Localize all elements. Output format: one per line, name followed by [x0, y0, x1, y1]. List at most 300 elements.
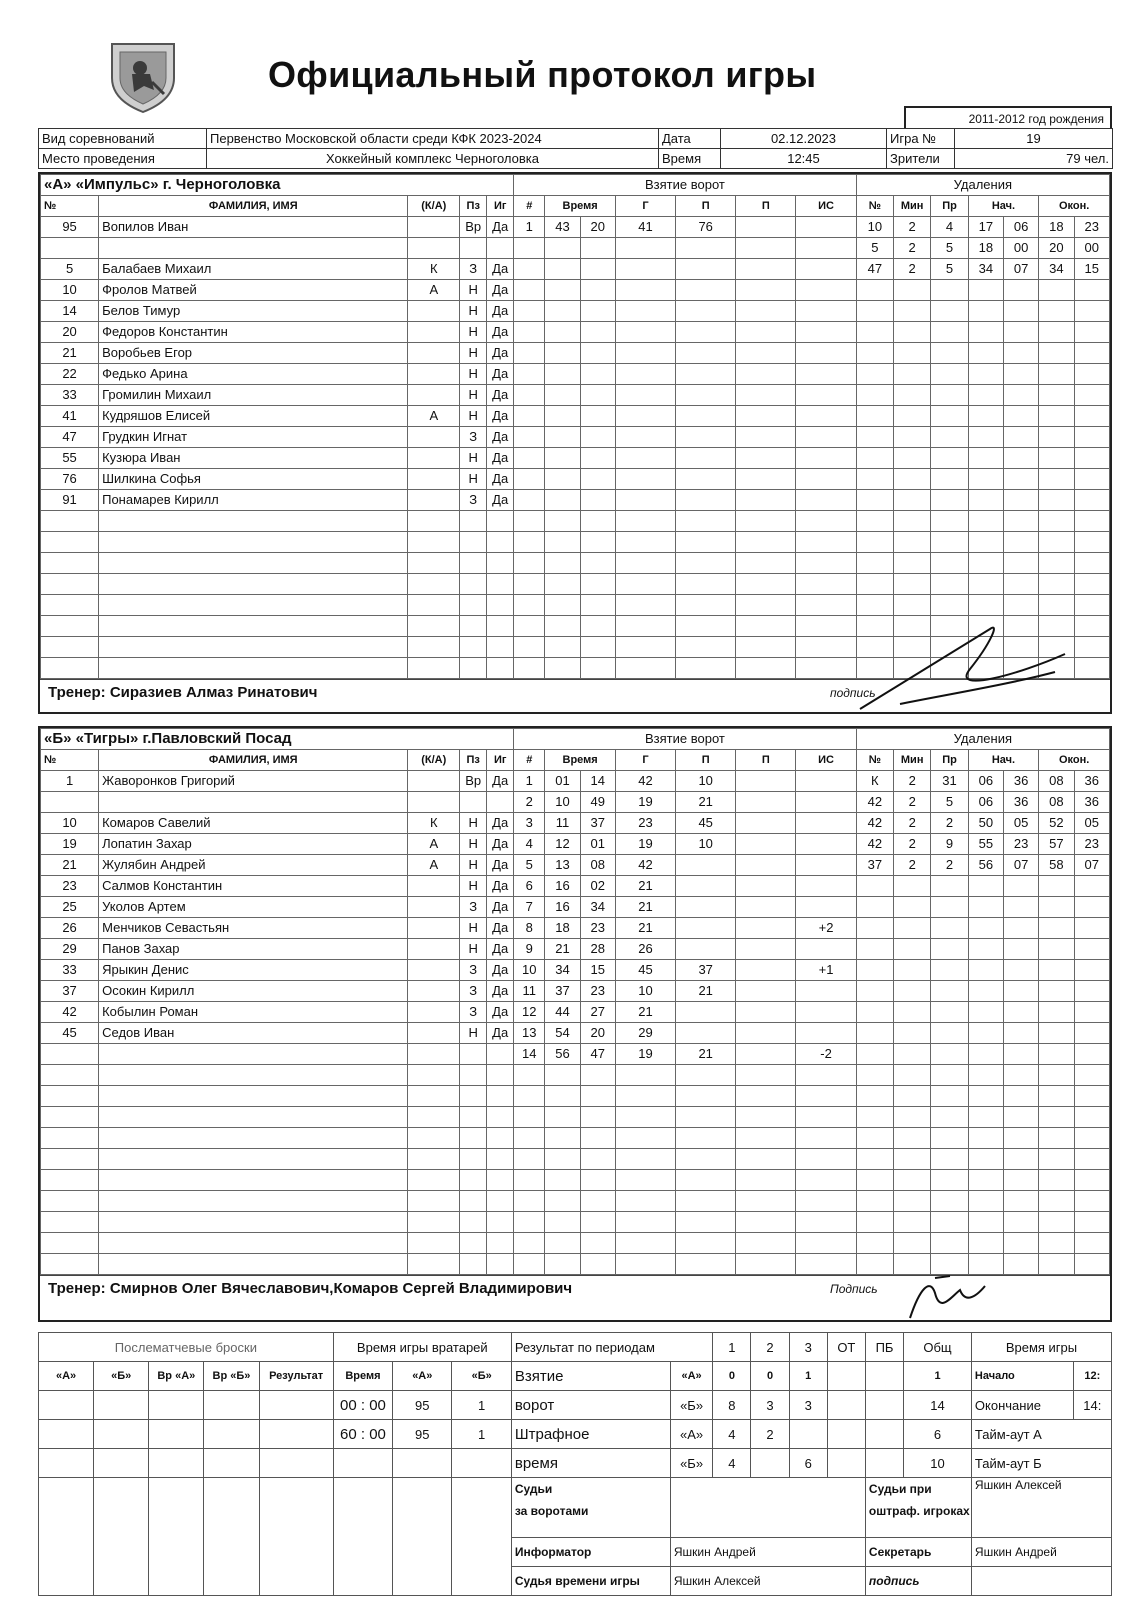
goal-scorer — [615, 469, 675, 490]
penalty-number — [856, 897, 893, 918]
goal-minute: 56 — [545, 1044, 580, 1065]
penalty-start-sec — [1003, 1107, 1038, 1128]
penalty-end-sec — [1074, 1149, 1109, 1170]
goal-scorer — [615, 1065, 675, 1086]
goal-scorer: 21 — [615, 1002, 675, 1023]
penalty-minutes — [894, 406, 931, 427]
hockey-federation-logo — [104, 38, 182, 114]
penalty-number — [856, 1254, 893, 1275]
goal-minute: 34 — [545, 960, 580, 981]
player-played — [487, 511, 514, 532]
goal-scorer — [615, 637, 675, 658]
penalty-minutes — [894, 1023, 931, 1044]
goal-scorer — [615, 427, 675, 448]
goal-strength — [796, 1023, 856, 1044]
penalty-reason — [931, 532, 968, 553]
player-number — [41, 1149, 99, 1170]
penalty-number — [856, 427, 893, 448]
penalty-end-sec — [1074, 364, 1109, 385]
col-assist-1: П — [676, 750, 736, 771]
goal-second — [580, 1065, 615, 1086]
goal-second — [580, 1128, 615, 1149]
player-number: 10 — [41, 813, 99, 834]
penalty-start-sec — [1003, 939, 1038, 960]
penalty-minutes — [894, 553, 931, 574]
penalty-minutes — [894, 385, 931, 406]
gk-row-1-time: 00 : 00 — [333, 1391, 392, 1420]
penalty-number — [856, 1233, 893, 1254]
goal-scorer — [615, 364, 675, 385]
goals-a-p3: 1 — [789, 1362, 827, 1391]
player-number: 33 — [41, 960, 99, 981]
goal-number — [514, 238, 545, 259]
goal-number: 13 — [514, 1023, 545, 1044]
b-table-row — [41, 1170, 1110, 1191]
penalty-reason — [931, 876, 968, 897]
goal-minute: 11 — [545, 813, 580, 834]
goal-number — [514, 1086, 545, 1107]
col-assist-2: П — [736, 196, 796, 217]
player-role — [408, 939, 460, 960]
goal-assist-2 — [736, 217, 796, 238]
player-position: Вр — [460, 771, 487, 792]
gk-row-1-a: 95 — [393, 1391, 452, 1420]
shootout-col-gk-a: Вр «А» — [149, 1362, 204, 1391]
penalty-reason — [931, 322, 968, 343]
secretary-value: Яшкин Андрей — [971, 1538, 1111, 1567]
goal-strength — [796, 981, 856, 1002]
penalty-end-sec — [1074, 939, 1109, 960]
player-number: 76 — [41, 469, 99, 490]
penalty-end-min: 20 — [1039, 238, 1074, 259]
player-played — [487, 1128, 514, 1149]
player-number: 45 — [41, 1023, 99, 1044]
penalty-end-min: 08 — [1039, 792, 1074, 813]
penalty-end-sec — [1074, 406, 1109, 427]
penalty-start-sec — [1003, 960, 1038, 981]
player-played: Да — [487, 364, 514, 385]
goal-minute — [545, 616, 580, 637]
team-a-rows — [41, 217, 1110, 679]
player-number: 42 — [41, 1002, 99, 1023]
goal-minute — [545, 490, 580, 511]
penalty-start-sec: 36 — [1003, 792, 1038, 813]
penalty-end-min — [1039, 918, 1074, 939]
time-value: 12:45 — [721, 149, 887, 169]
penalty-start-sec — [1003, 1191, 1038, 1212]
goal-minute — [545, 1107, 580, 1128]
goal-number: 11 — [514, 981, 545, 1002]
goal-number — [514, 343, 545, 364]
penalty-minutes — [894, 981, 931, 1002]
goal-strength — [796, 1128, 856, 1149]
goal-number — [514, 406, 545, 427]
goal-strength — [796, 1065, 856, 1086]
penalty-start-min — [968, 1149, 1003, 1170]
penalty-start-sec: 07 — [1003, 259, 1038, 280]
goal-scorer — [615, 238, 675, 259]
goal-second: 20 — [580, 217, 615, 238]
player-position — [460, 1065, 487, 1086]
penalty-end-min — [1039, 981, 1074, 1002]
penalty-end-min — [1039, 1086, 1074, 1107]
player-role — [408, 1107, 460, 1128]
player-played: Да — [487, 280, 514, 301]
goal-number: 10 — [514, 960, 545, 981]
goal-second: 20 — [580, 1023, 615, 1044]
penalty-start-sec — [1003, 406, 1038, 427]
goal-strength: -2 — [796, 1044, 856, 1065]
game-number-label: Игра № — [887, 129, 955, 149]
penalty-end-min — [1039, 574, 1074, 595]
player-position: Н — [460, 448, 487, 469]
player-name — [99, 1254, 408, 1275]
goal-assist-1 — [676, 876, 736, 897]
penalty-minutes — [894, 1002, 931, 1023]
player-role: К — [408, 813, 460, 834]
penalty-start-min: 56 — [968, 855, 1003, 876]
penalty-end-sec — [1074, 1107, 1109, 1128]
goal-minute — [545, 1128, 580, 1149]
penalty-end-min: 34 — [1039, 259, 1074, 280]
player-number — [41, 238, 99, 259]
goal-minute — [545, 1254, 580, 1275]
goal-second: 23 — [580, 918, 615, 939]
penalty-end-min — [1039, 1128, 1074, 1149]
penalty-reason — [931, 595, 968, 616]
a-table-row — [41, 448, 1110, 469]
player-played: Да — [487, 918, 514, 939]
goal-assist-2 — [736, 792, 796, 813]
penalty-minutes — [894, 1212, 931, 1233]
penalty-number: 5 — [856, 238, 893, 259]
penalty-number — [856, 1023, 893, 1044]
goal-scorer — [615, 1128, 675, 1149]
player-name — [99, 1044, 408, 1065]
goal-second — [580, 595, 615, 616]
b-table-row — [41, 792, 1110, 813]
player-position — [460, 1107, 487, 1128]
penalty-end-min — [1039, 1065, 1074, 1086]
penalty-end-sec: 05 — [1074, 813, 1109, 834]
penalty-start-sec — [1003, 301, 1038, 322]
goal-minute: 54 — [545, 1023, 580, 1044]
player-name: Жаворонков Григорий — [99, 771, 408, 792]
player-position: З — [460, 490, 487, 511]
goal-assist-1 — [676, 1002, 736, 1023]
player-played: Да — [487, 834, 514, 855]
b-table-row — [41, 771, 1110, 792]
goal-scorer — [615, 658, 675, 679]
goal-assist-2 — [736, 385, 796, 406]
pim-team-a-tag: «А» — [670, 1420, 712, 1449]
judges-penalty-value: Яшкин Алексей — [971, 1478, 1111, 1538]
goal-number — [514, 1128, 545, 1149]
goals-a-p1: 0 — [713, 1362, 751, 1391]
player-role — [408, 897, 460, 918]
goal-minute: 18 — [545, 918, 580, 939]
goals-b-ot — [827, 1391, 865, 1420]
penalty-minutes — [894, 532, 931, 553]
goals-label-2: ворот — [511, 1391, 670, 1420]
player-role — [408, 1065, 460, 1086]
secretary-sign-label: подпись — [865, 1567, 971, 1596]
total-header: Общ — [904, 1333, 972, 1362]
goal-strength — [796, 792, 856, 813]
goal-strength — [796, 322, 856, 343]
penalty-start-min — [968, 343, 1003, 364]
col-pen-number: № — [856, 196, 893, 217]
goal-assist-1: 45 — [676, 813, 736, 834]
goal-minute: 43 — [545, 217, 580, 238]
penalty-end-sec — [1074, 280, 1109, 301]
game-time-title: Время игры — [971, 1333, 1111, 1362]
goal-second — [580, 637, 615, 658]
a-table-row — [41, 364, 1110, 385]
penalty-minutes — [894, 595, 931, 616]
goal-assist-1: 21 — [676, 1044, 736, 1065]
player-number: 20 — [41, 322, 99, 343]
player-number: 91 — [41, 490, 99, 511]
penalty-start-sec — [1003, 1128, 1038, 1149]
goal-assist-1: 76 — [676, 217, 736, 238]
goal-strength — [796, 1233, 856, 1254]
penalty-number — [856, 1212, 893, 1233]
penalty-number: 42 — [856, 834, 893, 855]
penalty-end-min — [1039, 1107, 1074, 1128]
penalty-number — [856, 280, 893, 301]
goal-assist-2 — [736, 1128, 796, 1149]
goal-strength — [796, 939, 856, 960]
player-name: Фролов Матвей — [99, 280, 408, 301]
goal-scorer — [615, 280, 675, 301]
col-position: Пз — [460, 196, 487, 217]
gk-row-2-b: 1 — [452, 1420, 511, 1449]
penalty-minutes — [894, 427, 931, 448]
player-role — [408, 1044, 460, 1065]
penalty-reason — [931, 427, 968, 448]
player-number — [41, 1254, 99, 1275]
goal-assist-1 — [676, 343, 736, 364]
player-number — [41, 1128, 99, 1149]
player-name: Белов Тимур — [99, 301, 408, 322]
penalty-reason — [931, 918, 968, 939]
penalty-start-sec: 23 — [1003, 834, 1038, 855]
player-played: Да — [487, 771, 514, 792]
player-position: Н — [460, 855, 487, 876]
b-table-row — [41, 876, 1110, 897]
goal-assist-2 — [736, 448, 796, 469]
goal-second — [580, 259, 615, 280]
col-name: ФАМИЛИЯ, ИМЯ — [99, 750, 408, 771]
player-number — [41, 574, 99, 595]
player-role — [408, 238, 460, 259]
b-table-row — [41, 1086, 1110, 1107]
penalty-end-sec — [1074, 574, 1109, 595]
penalty-reason — [931, 511, 968, 532]
player-number: 55 — [41, 448, 99, 469]
goal-assist-2 — [736, 259, 796, 280]
goal-scorer: 19 — [615, 792, 675, 813]
penalty-end-min — [1039, 1212, 1074, 1233]
penalty-start-sec — [1003, 322, 1038, 343]
goal-assist-2 — [736, 658, 796, 679]
penalty-number — [856, 595, 893, 616]
goal-strength — [796, 1191, 856, 1212]
player-played: Да — [487, 855, 514, 876]
player-name: Уколов Артем — [99, 897, 408, 918]
player-name: Громилин Михаил — [99, 385, 408, 406]
b-table-row — [41, 813, 1110, 834]
player-number — [41, 1065, 99, 1086]
penalty-start-min — [968, 427, 1003, 448]
goal-number — [514, 448, 545, 469]
goal-number — [514, 385, 545, 406]
pim-label: Штрафное — [511, 1420, 670, 1449]
goal-minute: 37 — [545, 981, 580, 1002]
pim-b-p2 — [751, 1449, 789, 1478]
penalty-minutes: 2 — [894, 792, 931, 813]
goal-strength — [796, 511, 856, 532]
player-name: Воробьев Егор — [99, 343, 408, 364]
penalty-end-min: 58 — [1039, 855, 1074, 876]
player-played — [487, 792, 514, 813]
player-role — [408, 1149, 460, 1170]
informer-label: Информатор — [511, 1538, 670, 1567]
player-number — [41, 1107, 99, 1128]
player-position — [460, 1191, 487, 1212]
penalty-reason — [931, 343, 968, 364]
team-b-grid — [40, 728, 1110, 1275]
penalty-minutes — [894, 939, 931, 960]
goal-assist-1 — [676, 918, 736, 939]
goal-assist-2 — [736, 834, 796, 855]
goal-assist-2 — [736, 1107, 796, 1128]
timekeeper-label: Судья времени игры — [511, 1567, 670, 1596]
player-position: Н — [460, 364, 487, 385]
goal-assist-1 — [676, 490, 736, 511]
goal-assist-1 — [676, 1023, 736, 1044]
player-name — [99, 658, 408, 679]
goal-assist-1: 10 — [676, 834, 736, 855]
goal-second — [580, 532, 615, 553]
player-role — [408, 448, 460, 469]
goal-strength — [796, 1107, 856, 1128]
player-name: Осокин Кирилл — [99, 981, 408, 1002]
goal-minute — [545, 343, 580, 364]
penalty-minutes — [894, 490, 931, 511]
penalty-number — [856, 1191, 893, 1212]
player-played — [487, 658, 514, 679]
penalty-start-min — [968, 1233, 1003, 1254]
goal-scorer — [615, 406, 675, 427]
penalty-reason — [931, 1149, 968, 1170]
player-number — [41, 658, 99, 679]
penalty-number — [856, 1065, 893, 1086]
player-position: Н — [460, 301, 487, 322]
player-role: А — [408, 834, 460, 855]
player-position — [460, 616, 487, 637]
player-played — [487, 1065, 514, 1086]
goal-strength — [796, 1254, 856, 1275]
penalty-reason — [931, 939, 968, 960]
penalty-end-min — [1039, 385, 1074, 406]
player-played: Да — [487, 1023, 514, 1044]
player-role — [408, 960, 460, 981]
goal-number — [514, 322, 545, 343]
goal-second — [580, 280, 615, 301]
player-role — [408, 553, 460, 574]
penalty-start-sec — [1003, 511, 1038, 532]
col-captain: (К/А) — [408, 750, 460, 771]
player-role — [408, 343, 460, 364]
penalty-start-min — [968, 595, 1003, 616]
goal-assist-2 — [736, 511, 796, 532]
penalty-number — [856, 574, 893, 595]
penalty-end-min — [1039, 1044, 1074, 1065]
player-position: Н — [460, 834, 487, 855]
penalty-end-min — [1039, 1149, 1074, 1170]
game-info-table — [38, 128, 1113, 169]
player-role — [408, 981, 460, 1002]
penalty-end-sec — [1074, 343, 1109, 364]
period-3-header: 3 — [789, 1333, 827, 1362]
goal-strength — [796, 238, 856, 259]
goal-scorer — [615, 322, 675, 343]
page-title: Официальный протокол игры — [268, 54, 817, 95]
penalty-end-sec — [1074, 1065, 1109, 1086]
goal-second — [580, 1191, 615, 1212]
goal-strength — [796, 343, 856, 364]
a-table-row — [41, 595, 1110, 616]
penalty-end-sec — [1074, 490, 1109, 511]
player-position: Н — [460, 343, 487, 364]
player-played — [487, 595, 514, 616]
player-position — [460, 532, 487, 553]
player-number: 41 — [41, 406, 99, 427]
goal-number — [514, 658, 545, 679]
goal-strength — [796, 364, 856, 385]
penalty-number — [856, 918, 893, 939]
goal-minute: 10 — [545, 792, 580, 813]
goal-assist-1: 37 — [676, 960, 736, 981]
goal-minute — [545, 469, 580, 490]
penalty-start-sec — [1003, 1065, 1038, 1086]
team-b-coach: Тренер: Смирнов Олег Вячеславович,Комаров Сергей Владимирович — [48, 1280, 573, 1297]
penalty-minutes — [894, 1149, 931, 1170]
goal-scorer — [615, 301, 675, 322]
goal-strength — [796, 876, 856, 897]
goal-assist-2 — [736, 1191, 796, 1212]
goal-second — [580, 511, 615, 532]
penalty-reason: 5 — [931, 259, 968, 280]
player-position — [460, 238, 487, 259]
penalty-reason — [931, 960, 968, 981]
team-b-section — [38, 726, 1112, 1322]
goal-second — [580, 364, 615, 385]
player-played: Да — [487, 217, 514, 238]
player-number — [41, 1170, 99, 1191]
penalty-start-min — [968, 1002, 1003, 1023]
penalty-start-min — [968, 301, 1003, 322]
player-position: З — [460, 1002, 487, 1023]
player-number: 19 — [41, 834, 99, 855]
player-number: 23 — [41, 876, 99, 897]
goal-minute — [545, 259, 580, 280]
player-role — [408, 1170, 460, 1191]
penalty-minutes — [894, 1044, 931, 1065]
penalty-end-min — [1039, 876, 1074, 897]
